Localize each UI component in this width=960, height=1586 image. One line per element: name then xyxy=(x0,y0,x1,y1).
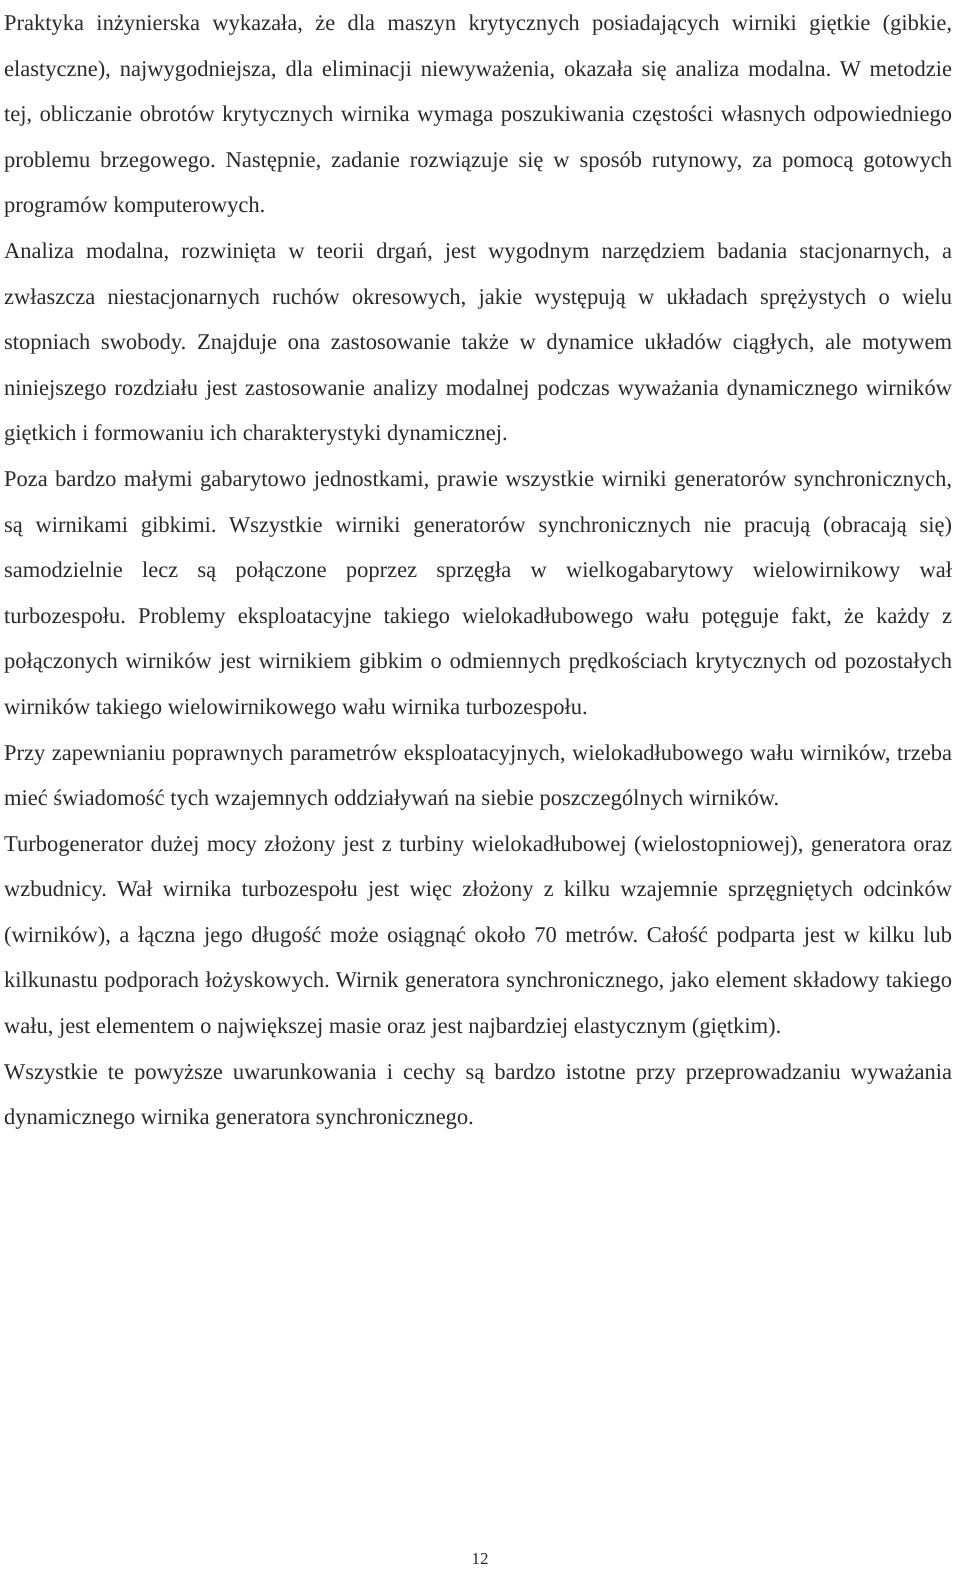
paragraph-modal-analysis-theory: Analiza modalna, rozwinięta w teorii drgań, jest wygodnym narzędziem badania stacjonarnych, a zwłaszcza niestacjonarnych ruchów okresowych, jakie występują w układach sprężystych o wielu stopniach swobody. Znajduje ona zastosowanie także w dynamice układów ciągłych, ale motywem niniejszego rozdziału jest zastosowanie analizy modalnej podczas wyważania dynamicznego wirników giętkich i formowaniu ich charakterystyki dynamicznej. xyxy=(4,237,952,446)
body-text xyxy=(4,0,952,1140)
paragraph-conclusion: Wszystkie te powyższe uwarunkowania i cechy są bardzo istotne przy przeprowadzaniu wyważania dynamicznego wirnika generatora synchronicznego. xyxy=(4,1058,952,1130)
paragraph-generator-rotors: Poza bardzo małymi gabarytowo jednostkami, prawie wszystkie wirniki generatorów synchronicznych, są wirnikami gibkimi. Wszystkie wirniki generatorów synchronicznych nie pracują (obracają się) samodzielnie lecz są połączone poprzez sprzęgła w wielkogabarytowy wielowirnikowy wał turbozespołu. Problemy eksploatacyjne takiego wielokadłubowego wału potęguje fakt, że każdy z połączonych wirników jest wirnikiem gibkim o odmiennych prędkościach krytycznych od pozostałych wirników takiego wielowirnikowego wału wirnika turbozespołu. xyxy=(4,465,952,719)
paragraph-operating-parameters: Przy zapewnianiu poprawnych parametrów eksploatacyjnych, wielokadłubowego wału wirników, trzeba mieć świadomość tych wzajemnych oddziaływań na siebie poszczególnych wirników. xyxy=(4,739,952,811)
page-number: 12 xyxy=(471,1549,489,1568)
paragraph-modal-analysis-intro: Praktyka inżynierska wykazała, że dla maszyn krytycznych posiadających wirniki giętkie (gibkie, elastyczne), najwygodniejsza, dla eliminacji niewyważenia, okazała się analiza modalna. W metodzie tej, obliczanie obrotów krytycznych wirnika wymaga poszukiwania częstości własnych odpowiedniego problemu brzegowego. Następnie, zadanie rozwiązuje się w sposób rutynowy, za pomocą gotowych programów komputerowych. xyxy=(4,10,952,218)
paragraph-turbogenerator: Turbogenerator dużej mocy złożony jest z turbiny wielokadłubowej (wielostopniowej), generatora oraz wzbudnicy. Wał wirnika turbozespołu jest więc złożony z kilku wzajemnie sprzęgniętych odcinków (wirników), a łączna jego długość może osiągnąć około 70 metrów. Całość podparta jest w kilku lub kilkunastu podporach łożyskowych. Wirnik generatora synchronicznego, jako element składowy takiego wału, jest elementem o największej masie oraz jest najbardziej elastycznym (giętkim). xyxy=(4,830,952,1039)
